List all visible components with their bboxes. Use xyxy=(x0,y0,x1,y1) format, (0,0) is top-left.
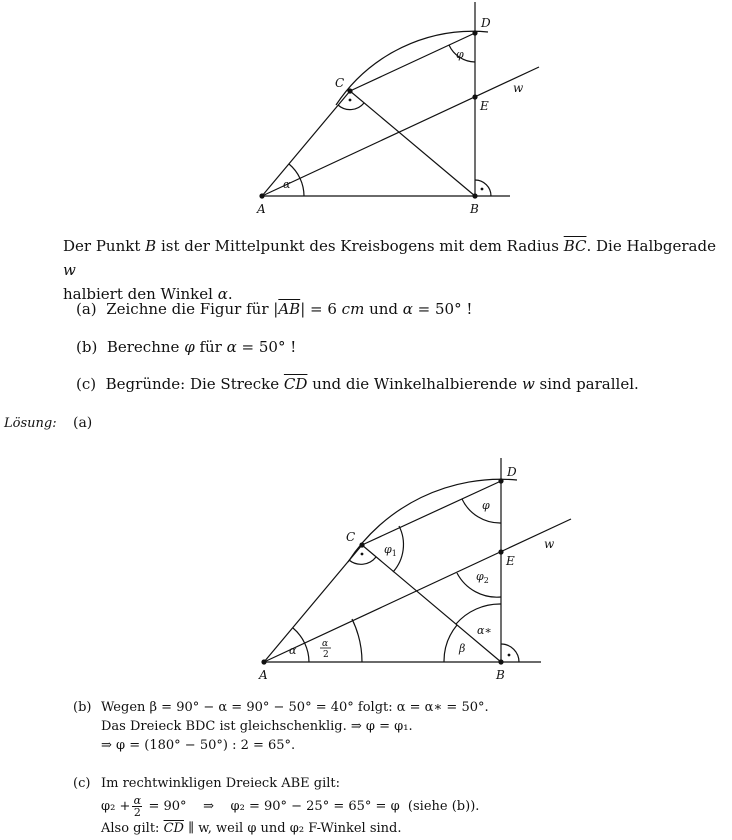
intro-paragraph: Der Punkt B ist der Mittelpunkt des Kreisbogens mit dem Radius $\overline{BC}$. Die Halbgerade w halbiert den Winkel α. xyxy=(63,237,716,303)
point-d-2 xyxy=(498,478,503,483)
label-b-2: B xyxy=(496,668,505,682)
label-b: B xyxy=(470,202,479,216)
label-phi2: $\varphi_2$ xyxy=(476,570,489,585)
point-c xyxy=(347,88,352,93)
label-e-2: E xyxy=(506,554,515,568)
label-w-2: w xyxy=(544,537,555,551)
point-e-2 xyxy=(498,549,503,554)
label-d-2: D xyxy=(507,465,517,479)
label-phi1: $\varphi_1$ xyxy=(384,543,397,558)
point-b xyxy=(472,193,477,198)
label-alpha: α xyxy=(283,178,291,191)
label-half-num: α xyxy=(322,639,329,649)
label-d: D xyxy=(481,16,491,30)
label-a-2: A xyxy=(259,668,268,682)
solution-part-c: (c) Im rechtwinkligen Dreieck ABE gilt: φ₂ + α 2 = 90° ⇒ φ₂ = 90° − 25° = 65° = φ (siehe (b)). Also gilt: $\overline{CD}$ ∥ w, weil φ und φ₂ F-Winkel sind. xyxy=(73,776,480,836)
solution-part-b: (b) Wegen β = 90° − α = 90° − 50° = 40° folgt: α = α∗ = 50°. Das Dreieck BDC ist gleichschenklig. ⇒ φ = φ₁. ⇒ φ = (180° − 50°) : 2 = 65°. xyxy=(73,700,489,753)
point-b-2 xyxy=(498,659,503,664)
figure-1 xyxy=(0,0,732,230)
label-alpha-2: α xyxy=(289,644,297,657)
label-alpha-star: α∗ xyxy=(477,624,492,637)
point-e xyxy=(472,94,477,99)
point-a xyxy=(259,193,264,198)
label-phi: φ xyxy=(456,48,464,61)
label-a: A xyxy=(257,202,266,216)
task-b: (b) Berechne φ für α = 50° ! xyxy=(76,338,297,356)
solution-heading: Lösung: xyxy=(4,416,57,431)
label-c-2: C xyxy=(346,530,356,544)
label-c: C xyxy=(335,76,345,90)
point-d xyxy=(472,30,477,35)
label-phi-2: φ xyxy=(482,499,490,512)
point-c-2 xyxy=(359,542,364,547)
label-w: w xyxy=(513,81,524,95)
task-c: (c) Begründe: Die Strecke $\overline{CD}$ und die Winkelhalbierende w sind parallel. xyxy=(76,375,639,393)
label-half-den: 2 xyxy=(323,650,329,660)
label-beta: β xyxy=(459,642,466,655)
label-e: E xyxy=(480,99,489,113)
task-a: (a) Zeichne die Figur für $|\overline{AB}| = 6$ cm und α = 50° ! xyxy=(76,300,473,318)
solution-part-a-label: (a) xyxy=(73,415,93,431)
point-a-2 xyxy=(261,659,266,664)
